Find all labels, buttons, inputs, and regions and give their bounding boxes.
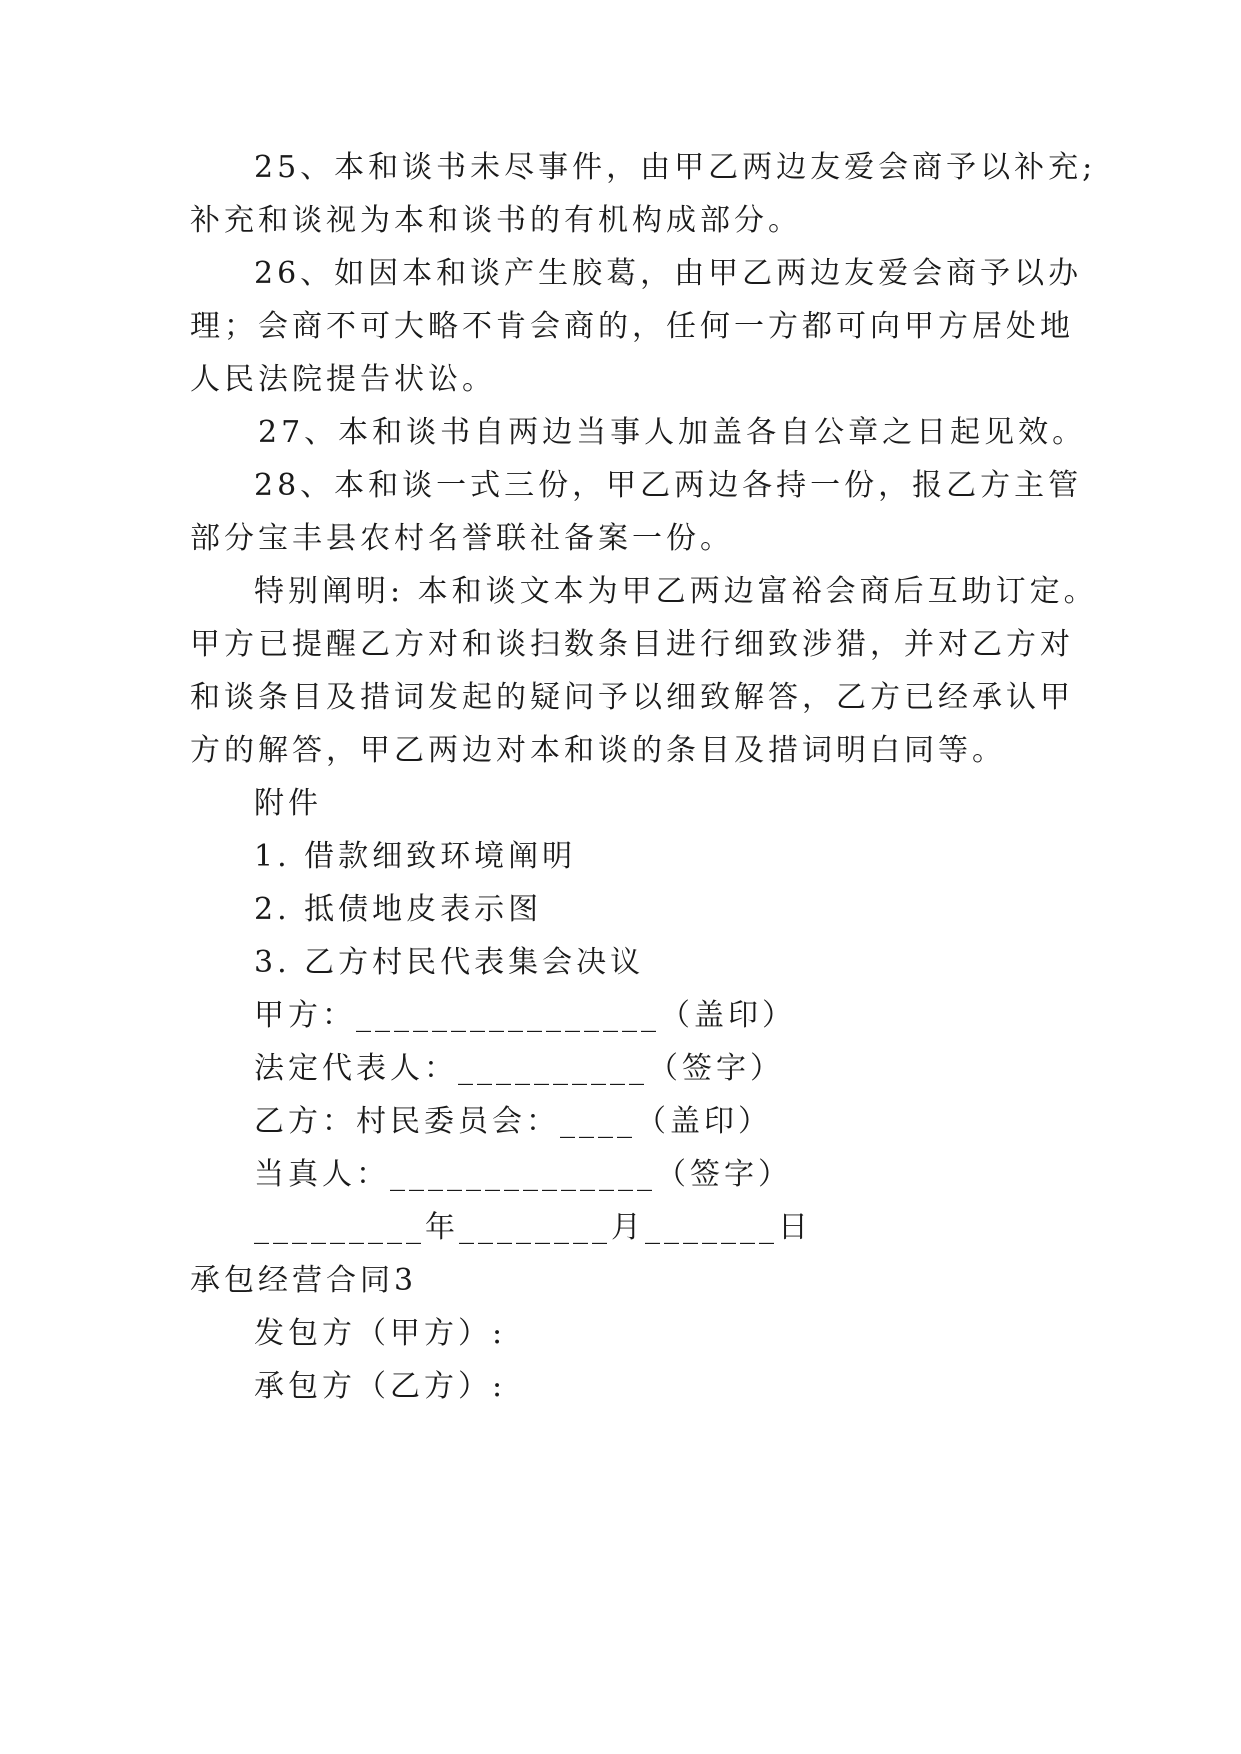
text-line: 甲方已提醒乙方对和谈扫数条目进行细致涉猎，并对乙方对	[190, 627, 1074, 662]
text-line: 和谈条目及措词发起的疑问予以细致解答，乙方已经承认甲	[190, 680, 1074, 715]
signature-line-legal-rep: 法定代表人：__________（签字）	[254, 1051, 784, 1086]
text-line: 理；会商不可大略不肯会商的，任何一方都可向甲方居处地	[190, 309, 1074, 344]
text-line: 28、本和谈一式三份，甲乙两边各持一份，报乙方主管	[254, 468, 1083, 503]
attachment-heading: 附件	[254, 786, 322, 821]
text-line: 部分宝丰县农村名誉联社备案一份。	[190, 521, 734, 556]
attachment-item: 1. 借款细致环境阐明	[254, 839, 577, 874]
attachment-item: 2. 抵债地皮表示图	[254, 892, 543, 927]
party-a-line: 发包方（甲方）:	[254, 1316, 507, 1351]
text-line: 补充和谈视为本和谈书的有机构成部分。	[190, 203, 802, 238]
date-line: _________年________月_______日	[254, 1210, 812, 1245]
signature-line-responsible: 当真人：______________（签字）	[254, 1157, 792, 1192]
party-b-line: 承包方（乙方）:	[254, 1369, 507, 1404]
section-title: 承包经营合同3	[190, 1263, 418, 1298]
text-line: 特别阐明: 本和谈文本为甲乙两边富裕会商后互助订定。	[254, 574, 1098, 609]
text-line: 27、本和谈书自两边当事人加盖各自公章之日起见效。	[258, 415, 1087, 450]
text-line: 25、本和谈书未尽事件，由甲乙两边友爱会商予以补充;	[254, 150, 1097, 185]
text-line: 方的解答，甲乙两边对本和谈的条目及措词明白同等。	[190, 733, 1006, 768]
signature-line-party-a: 甲方：________________（盖印）	[254, 998, 796, 1033]
attachment-item: 3. 乙方村民代表集会决议	[254, 945, 645, 980]
signature-line-party-b: 乙方：村民委员会：____（盖印）	[254, 1104, 772, 1139]
text-line: 人民法院提告状讼。	[190, 362, 496, 397]
text-line: 26、如因本和谈产生胶葛，由甲乙两边友爱会商予以办	[254, 256, 1083, 291]
